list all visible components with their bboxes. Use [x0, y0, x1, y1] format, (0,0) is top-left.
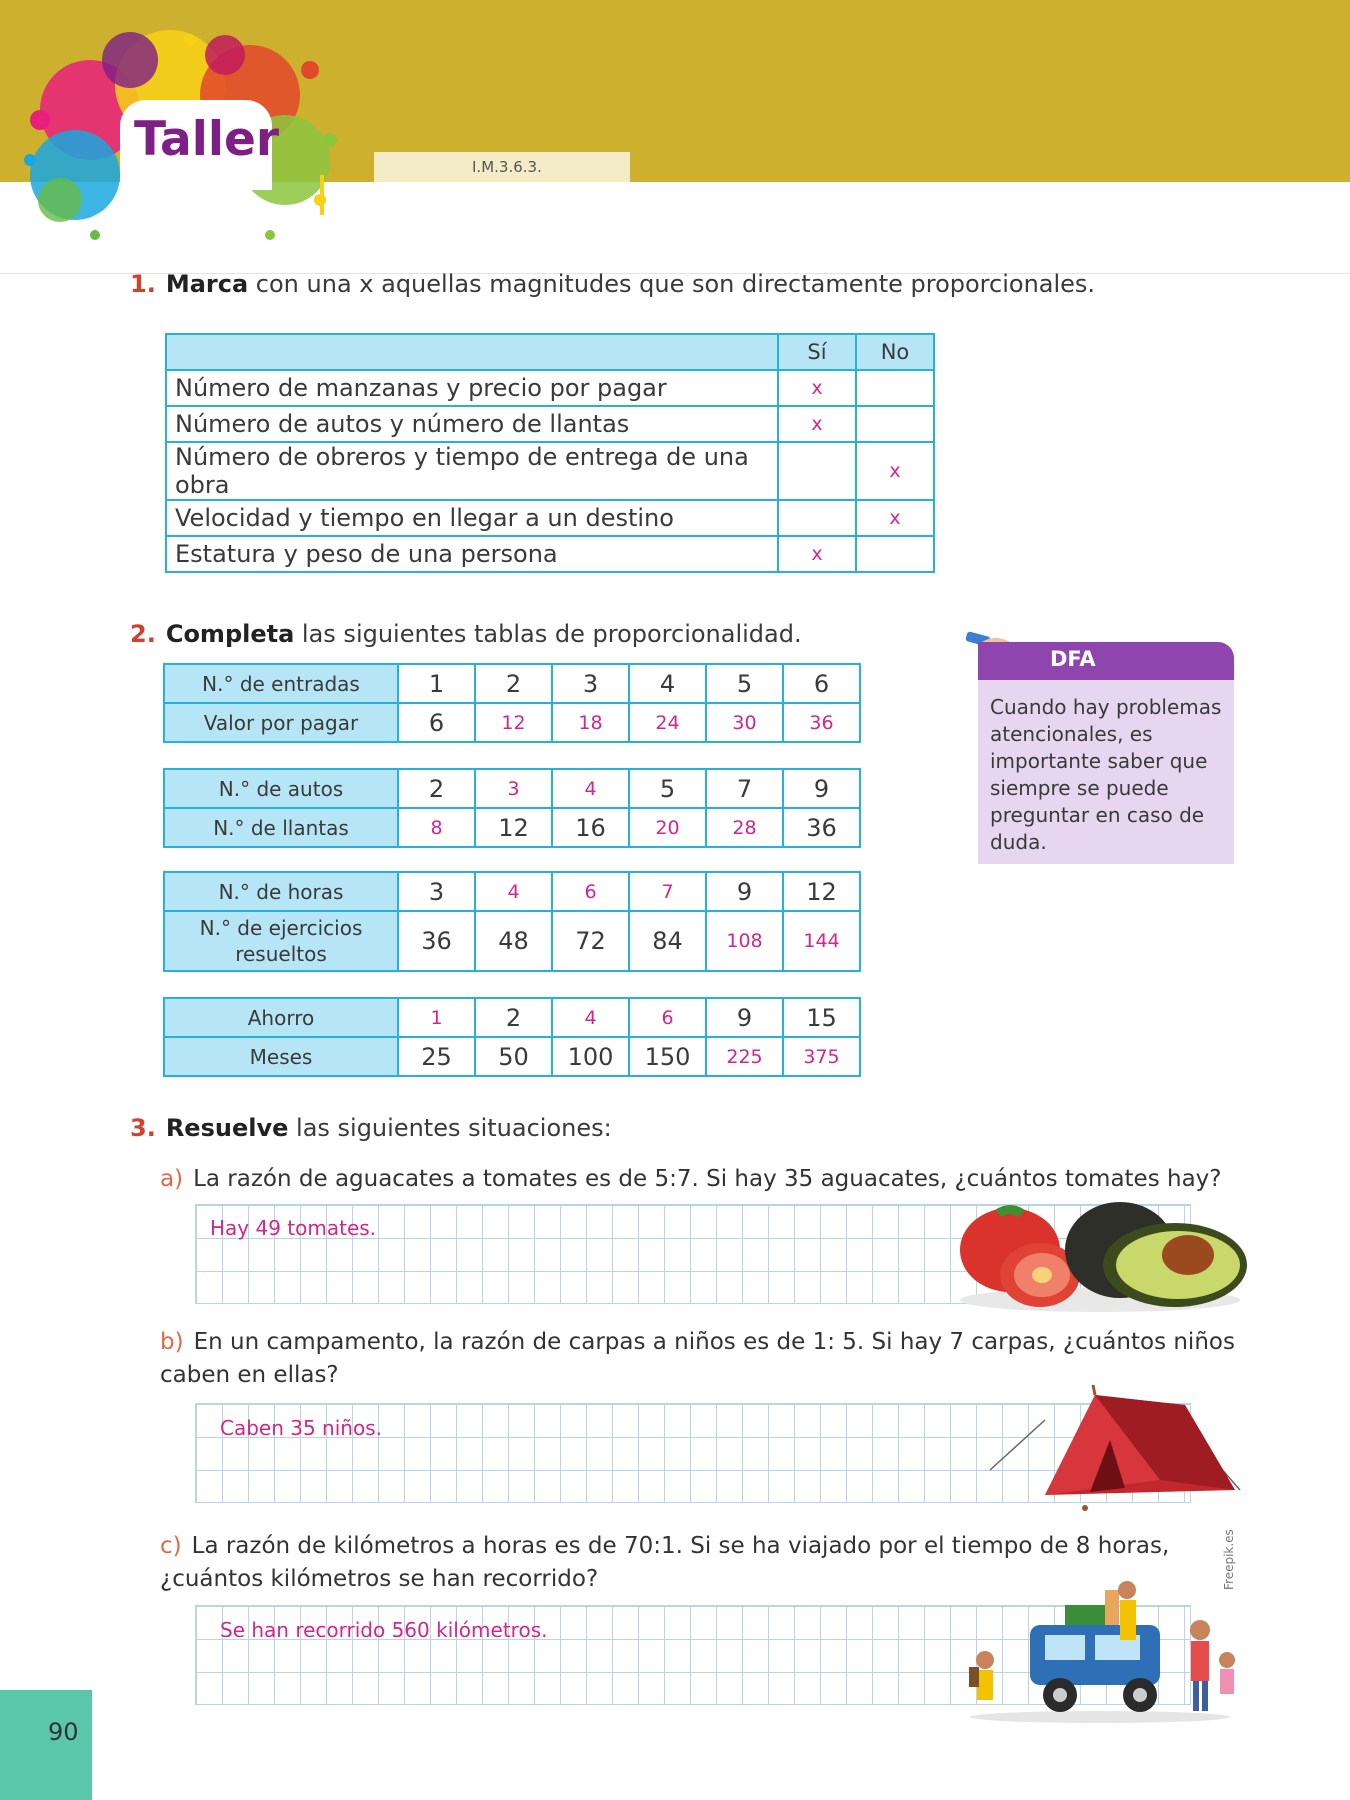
- row-label: Número de autos y número de llantas: [166, 406, 778, 442]
- si-mark[interactable]: x: [778, 536, 856, 572]
- answer-cell[interactable]: 108: [706, 911, 783, 971]
- value-cell: 16: [552, 808, 629, 847]
- page-number-tab: [0, 1690, 92, 1800]
- table-row: [164, 664, 860, 703]
- page-number: 90: [48, 1718, 79, 1746]
- value-cell: 12: [475, 808, 552, 847]
- problem-b-text: En un campamento, la razón de carpas a niños es de 1: 5. Si hay 7 carpas, ¿cuántos niños caben en ellas?: [160, 1329, 1235, 1388]
- problem-a: [160, 1163, 1240, 1196]
- table-row: [164, 703, 860, 742]
- answer-cell[interactable]: 1: [398, 998, 475, 1037]
- answer-cell[interactable]: 375: [783, 1037, 860, 1076]
- si-mark[interactable]: [778, 500, 856, 536]
- table-header-row: [166, 334, 934, 370]
- table-row: [166, 500, 934, 536]
- dfa-title: DFA: [1050, 647, 1096, 671]
- question-1-number: 1.: [130, 270, 156, 298]
- header-no: No: [856, 334, 934, 370]
- value-cell: 3: [552, 664, 629, 703]
- value-cell: 15: [783, 998, 860, 1037]
- row-label: N.° de ejercicios resueltos: [164, 911, 398, 971]
- table-row: [164, 808, 860, 847]
- answer-cell[interactable]: 4: [475, 872, 552, 911]
- table-row: [166, 406, 934, 442]
- answer-cell[interactable]: 4: [552, 998, 629, 1037]
- proportion-table-ahorro: [163, 997, 861, 1077]
- value-cell: 84: [629, 911, 706, 971]
- question-3-title: [130, 1114, 612, 1142]
- answer-c: Se han recorrido 560 kilómetros.: [220, 1618, 548, 1642]
- value-cell: 12: [783, 872, 860, 911]
- no-mark[interactable]: [856, 370, 934, 406]
- value-cell: 72: [552, 911, 629, 971]
- row-label: Valor por pagar: [164, 703, 398, 742]
- value-cell: 100: [552, 1037, 629, 1076]
- row-label: Velocidad y tiempo en llegar a un destino: [166, 500, 778, 536]
- table-row: [164, 1037, 860, 1076]
- image-credit: Freepik.es: [1222, 1529, 1236, 1590]
- value-cell: 9: [706, 872, 783, 911]
- road-trip-illustration: [955, 1575, 1245, 1725]
- question-2-title: [130, 620, 802, 648]
- value-cell: 150: [629, 1037, 706, 1076]
- question-2-number: 2.: [130, 620, 156, 648]
- row-label: Número de obreros y tiempo de entrega de una obra: [166, 442, 778, 500]
- proportion-table-autos: [163, 768, 861, 848]
- value-cell: 4: [629, 664, 706, 703]
- table-row: [166, 442, 934, 500]
- si-mark[interactable]: [778, 442, 856, 500]
- table-row: [164, 769, 860, 808]
- answer-cell[interactable]: 30: [706, 703, 783, 742]
- problem-a-text: La razón de aguacates a tomates es de 5:7. Si hay 35 aguacates, ¿cuántos tomates hay?: [193, 1166, 1222, 1192]
- answer-cell[interactable]: 24: [629, 703, 706, 742]
- question-1-text: con una x aquellas magnitudes que son directamente proporcionales.: [248, 270, 1096, 298]
- question-1-title: [130, 270, 1095, 298]
- no-mark[interactable]: x: [856, 500, 934, 536]
- header-empty-cell: [166, 334, 778, 370]
- value-cell: 7: [706, 769, 783, 808]
- table-row: [166, 536, 934, 572]
- value-cell: 9: [783, 769, 860, 808]
- no-mark[interactable]: [856, 406, 934, 442]
- header-si: Sí: [778, 334, 856, 370]
- value-cell: 50: [475, 1037, 552, 1076]
- row-label: Estatura y peso de una persona: [166, 536, 778, 572]
- si-mark[interactable]: x: [778, 406, 856, 442]
- answer-cell[interactable]: 3: [475, 769, 552, 808]
- dfa-text: Cuando hay problemas atencionales, es importante saber que siempre se puede preguntar en caso de duda.: [990, 695, 1222, 854]
- row-label: N.° de llantas: [164, 808, 398, 847]
- value-cell: 36: [398, 911, 475, 971]
- problem-a-letter: a): [160, 1166, 184, 1192]
- answer-cell[interactable]: 12: [475, 703, 552, 742]
- no-mark[interactable]: x: [856, 442, 934, 500]
- table-row: [164, 998, 860, 1037]
- row-label: Meses: [164, 1037, 398, 1076]
- question-3-verb: Resuelve: [165, 1114, 289, 1142]
- table-row: [166, 370, 934, 406]
- answer-cell[interactable]: 144: [783, 911, 860, 971]
- value-cell: 3: [398, 872, 475, 911]
- page-title: Taller: [134, 112, 279, 167]
- answer-cell[interactable]: 28: [706, 808, 783, 847]
- answer-cell[interactable]: 36: [783, 703, 860, 742]
- value-cell: 48: [475, 911, 552, 971]
- answer-a: Hay 49 tomates.: [210, 1216, 377, 1240]
- value-cell: 5: [706, 664, 783, 703]
- table-row: [164, 872, 860, 911]
- row-label: N.° de horas: [164, 872, 398, 911]
- value-cell: 2: [475, 998, 552, 1037]
- si-mark[interactable]: x: [778, 370, 856, 406]
- question-3-text: las siguientes situaciones:: [288, 1114, 612, 1142]
- avocado-tomato-illustration: [950, 1195, 1250, 1315]
- problem-b-letter: b): [160, 1329, 184, 1355]
- table-row: [164, 911, 860, 971]
- value-cell: 5: [629, 769, 706, 808]
- proportion-table-horas: [163, 871, 861, 972]
- no-mark[interactable]: [856, 536, 934, 572]
- answer-cell[interactable]: 4: [552, 769, 629, 808]
- answer-cell[interactable]: 20: [629, 808, 706, 847]
- row-label: Ahorro: [164, 998, 398, 1037]
- problem-c-text: La razón de kilómetros a horas es de 70:1. Si se ha viajado por el tiempo de 8 horas, ¿cuántos kilómetros se han recorrido?: [160, 1533, 1170, 1592]
- value-cell: 2: [398, 769, 475, 808]
- row-label: N.° de entradas: [164, 664, 398, 703]
- answer-cell[interactable]: 7: [629, 872, 706, 911]
- value-cell: 6: [398, 703, 475, 742]
- proportion-table-entradas: [163, 663, 861, 743]
- value-cell: 6: [783, 664, 860, 703]
- question-2-verb: Completa: [165, 620, 295, 648]
- answer-cell[interactable]: 18: [552, 703, 629, 742]
- dfa-header: [978, 642, 1234, 680]
- tent-illustration: [985, 1380, 1245, 1515]
- row-label: Número de manzanas y precio por pagar: [166, 370, 778, 406]
- proportionality-check-table: [165, 333, 935, 573]
- question-2-text: las siguientes tablas de proporcionalidad.: [294, 620, 802, 648]
- problem-c-letter: c): [160, 1533, 182, 1559]
- value-cell: 9: [706, 998, 783, 1037]
- value-cell: 25: [398, 1037, 475, 1076]
- answer-cell[interactable]: 225: [706, 1037, 783, 1076]
- question-1-verb: Marca: [165, 270, 249, 298]
- answer-cell[interactable]: 8: [398, 808, 475, 847]
- answer-b: Caben 35 niños.: [220, 1416, 382, 1440]
- value-cell: 36: [783, 808, 860, 847]
- answer-cell[interactable]: 6: [629, 998, 706, 1037]
- row-label: N.° de autos: [164, 769, 398, 808]
- question-3-number: 3.: [130, 1114, 156, 1142]
- value-cell: 2: [475, 664, 552, 703]
- answer-cell[interactable]: 6: [552, 872, 629, 911]
- skill-code: I.M.3.6.3.: [374, 152, 630, 182]
- value-cell: 1: [398, 664, 475, 703]
